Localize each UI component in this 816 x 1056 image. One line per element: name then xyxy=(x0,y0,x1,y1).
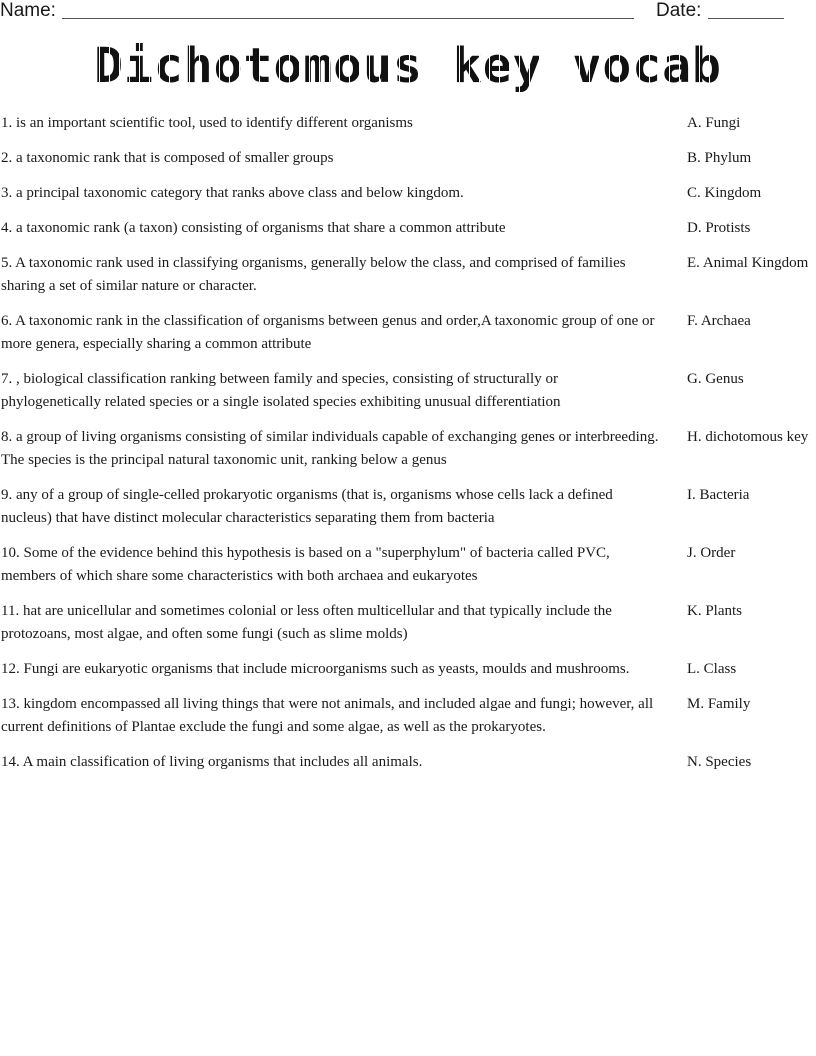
list-item xyxy=(0,368,816,414)
list-item xyxy=(0,600,816,646)
list-item xyxy=(0,658,816,681)
question-text: 9. any of a group of single-celled prokaryotic organisms (that is, organisms whose cells lack a defined nucleus) that have distinct molecular characteristics separating them from bacteria xyxy=(1,487,613,526)
list-item xyxy=(0,217,816,240)
answer-option: H. dichotomous key xyxy=(687,429,809,445)
list-item xyxy=(0,310,816,356)
question-text: 1. is an important scientific tool, used to identify different organisms xyxy=(1,115,413,131)
question-text: 6. A taxonomic rank in the classification of organisms between genus and order,A taxonomic group of one or more genera, especially sharing a common attribute xyxy=(1,313,655,352)
answer-option: A. Fungi xyxy=(687,115,741,131)
question-text: 4. a taxonomic rank (a taxon) consisting of organisms that share a common attribute xyxy=(1,220,506,236)
page-title: Dichotomous key vocab xyxy=(0,36,816,96)
question-text: 5. A taxonomic rank used in classifying organisms, generally below the class, and comprised of families sharing a set of similar nature or character. xyxy=(1,255,626,294)
list-item xyxy=(0,252,816,298)
question-text: 10. Some of the evidence behind this hypothesis is based on a "superphylum" of bacteria called PVC, members of which share some characteristics with both archaea and eukaryotes xyxy=(1,545,610,584)
question-text: 3. a principal taxonomic category that ranks above class and below kingdom. xyxy=(1,185,464,201)
list-item xyxy=(0,426,816,472)
date-label: Date: xyxy=(656,0,702,21)
answer-option: I. Bacteria xyxy=(687,487,750,503)
name-input-line[interactable] xyxy=(62,18,634,19)
vocab-list xyxy=(0,112,816,786)
question-text: 7. , biological classification ranking between family and species, consisting of structurally or phylogenetically related species or a single isolated species exhibiting unusual differentiation xyxy=(1,371,561,410)
list-item xyxy=(0,147,816,170)
answer-option: N. Species xyxy=(687,754,752,770)
answer-option: M. Family xyxy=(687,696,751,712)
answer-option: B. Phylum xyxy=(687,150,752,166)
question-text: 11. hat are unicellular and sometimes colonial or less often multicellular and that typically include the protozoans, most algae, and often some fungi (such as slime molds) xyxy=(1,603,612,642)
question-text: 12. Fungi are eukaryotic organisms that include microorganisms such as yeasts, moulds and mushrooms. xyxy=(1,661,630,677)
list-item xyxy=(0,542,816,588)
answer-option: D. Protists xyxy=(687,220,751,236)
date-input-line[interactable] xyxy=(708,18,784,19)
question-text: 13. kingdom encompassed all living things that were not animals, and included algae and fungi; however, all current definitions of Plantae exclude the fungi and some algae, as well as the prokaryotes. xyxy=(1,696,654,735)
header xyxy=(0,0,816,24)
answer-option: C. Kingdom xyxy=(687,185,762,201)
answer-option: G. Genus xyxy=(687,371,744,387)
answer-option: L. Class xyxy=(687,661,737,677)
question-text: 8. a group of living organisms consisting of similar individuals capable of exchanging genes or interbreeding. The species is the principal natural taxonomic unit, ranking below a genus xyxy=(1,429,659,468)
answer-option: E. Animal Kingdom xyxy=(687,255,809,271)
list-item xyxy=(0,751,816,774)
name-label: Name: xyxy=(0,0,56,21)
answer-option: F. Archaea xyxy=(687,313,751,329)
answer-option: J. Order xyxy=(687,545,736,561)
list-item xyxy=(0,182,816,205)
list-item xyxy=(0,112,816,135)
question-text: 14. A main classification of living organisms that includes all animals. xyxy=(1,754,423,770)
answer-option: K. Plants xyxy=(687,603,743,619)
list-item xyxy=(0,484,816,530)
list-item xyxy=(0,693,816,739)
question-text: 2. a taxonomic rank that is composed of smaller groups xyxy=(1,150,334,166)
